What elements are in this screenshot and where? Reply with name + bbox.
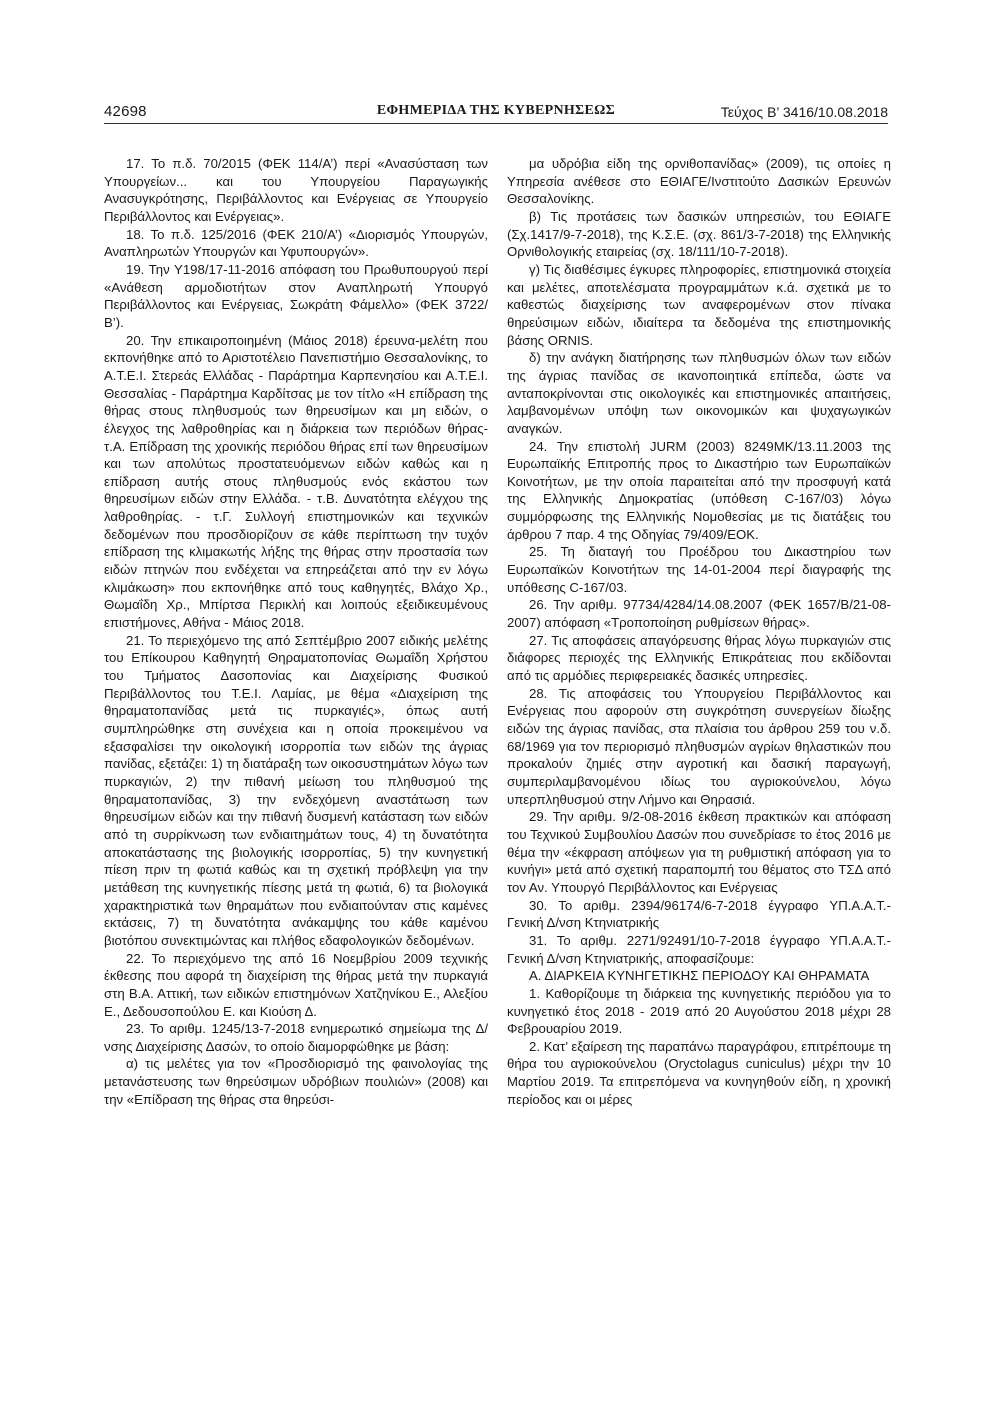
paragraph: 29. Την αριθμ. 9/2-08-2016 έκθεση πρακτικών και απόφαση του Τεχνικού Συμβουλίου Δασών που συνεδρίασε το έτος 2016 με θέμα την «έκφραση απόψεων για τη ρυθμιστική απόφαση για το κυνήγι» μετά από σχετική παραπομπή του θέματος στο ΤΣΔ από τον Αν. Υπουργό Περιβάλλοντος και Ενέργειας — [507, 809, 891, 895]
paragraph: 2. Κατ’ εξαίρεση της παραπάνω παραγράφου, επιτρέπουμε τη θήρα του αγριοκούνελου (Oryctolagus cuniculus) μέχρι την 10 Μαρτίου 2019. Τα επιτρεπόμενα να κυνηγηθούν είδη, η χρονική περίοδος και οι μέρες — [507, 1038, 891, 1107]
right-column — [507, 155, 891, 1108]
gazette-title: ΕΦΗΜΕΡΙΔΑ ΤΗΣ ΚΥΒΕΡΝΗΣΕΩΣ — [376, 103, 616, 118]
paragraph: 28. Τις αποφάσεις του Υπουργείου Περιβάλλοντος και Ενέργειας που αφορούν στη συγκρότηση συνεργείων δίωξης ειδών της άγριας πανίδας, στα πλαίσια του άρθρου 259 του ν.δ. 68/1969 για τον περιορισμό πληθυσμών αγρίων θηλαστικών που προκαλούν ζημιές στην αγροτική και δασική παραγωγή, συμπεριλαμβανομένου ιδίως του αγριοκούνελου, λόγω υπερπληθυσμού στην Λήμνο και Θηρασιά. — [507, 685, 891, 807]
paragraph: 24. Την επιστολή JURM (2003) 8249MK/13.11.2003 της Ευρωπαϊκής Επιτροπής προς το Δικαστήριο των Ευρωπαϊκών Κοινοτήτων, με την οποία παραιτείται από την προσφυγή κατά της Ελληνικής Δημοκρατίας (υπόθεση C-167/03) λόγω συμμόρφωσης της Ελληνικής Νομοθεσίας με τις διατάξεις του άρθρου 7 παρ. 4 της Οδηγίας 79/409/ΕΟΚ. — [507, 438, 891, 542]
paragraph: 1. Καθορίζουμε τη διάρκεια της κυνηγετικής περιόδου για το κυνηγετικό έτος 2018 - 2019 από 20 Αυγούστου 2018 μέχρι 28 Φεβρουαρίου 2019. — [507, 985, 891, 1037]
paragraph: μα υδρόβια είδη της ορνιθοπανίδας» (2009), τις οποίες η Υπηρεσία ανέθεσε στο ΕΘΙΑΓΕ/Ινστιτούτο Δασικών Ερευνών Θεσσαλονίκης. — [507, 156, 891, 207]
page-header — [104, 98, 888, 120]
paragraph: 31. Το αριθμ. 2271/92491/10-7-2018 έγγραφο ΥΠ.Α.Α.Τ.- Γενική Δ/νση Κτηνιατρικής, αποφασίζουμε: — [507, 932, 891, 966]
paragraph: 20. Την επικαιροποιημένη (Μάιος 2018) έρευνα-μελέτη που εκπονήθηκε από το Αριστοτέλειο Πανεπιστήμιο Θεσσαλονίκης, το Α.Τ.Ε.Ι. Στερεάς Ελλάδας - Παράρτημα Καρπενησίου και Α.Τ.Ε.Ι. Θεσσαλίας - Παράρτημα Καρδίτσας με τον τίτλο «Η επίδραση της θήρας στους πληθυσμούς των θηρευσίμων και μη ειδών, ο έλεγχος της λαθροθηρίας και η διάρκεια των περιόδων θήρας- τ.Α. Επίδραση της χρονικής περιόδου θήρας επί των θηρευσίμων και των απολύτως προστατευόμενων ειδών καθώς και η επίδραση αυτής στους πληθυσμούς ενός εκάστου των θηρευσίμων ειδών στην Ελλάδα. - τ.Β. Δυνατότητα ελέγχου της λαθροθηρίας. - τ.Γ. Συλλογή επιστημονικών και τεχνικών δεδομένων που προσδιορίζουν σε κάθε περίπτωση την τυχόν επίδραση της κλιμακωτής λήξης της θήρας στην προστασία των ειδών πτηνών που ενδέχεται να επηρεάζεται από την εν λόγω κλιμάκωση» που εκπονήθηκε από τους καθηγητές, Βλάχο Χρ., Θωμαΐδη Χρ., Μπίρτσα Περικλή και λοιπούς εξειδικευμένους επιστήμονες, Αθήνα - Μάιος 2018. — [104, 332, 488, 631]
paragraph: α) τις μελέτες για τον «Προσδιορισμό της φαινολογίας της μετανάστευσης των θηρεύσιμων υδρόβιων πουλιών» (2008) και την «Επίδραση της θήρας στα θηρεύσι- — [104, 1056, 488, 1107]
paragraph: 27. Τις αποφάσεις απαγόρευσης θήρας λόγω πυρκαγιών στις διάφορες περιοχές της Ελληνικής Επικράτειας που εκδίδονται από τις αρμόδιες περιφερειακές δασικές υπηρεσίες. — [507, 632, 891, 684]
paragraph: 26. Την αριθμ. 97734/4284/14.08.2007 (ΦΕΚ 1657/Β/21-08-2007) απόφαση «Τροποποίηση ρυθμίσεων θήρας». — [507, 597, 891, 631]
paragraph: 21. Το περιεχόμενο της από Σεπτέμβριο 2007 ειδικής μελέτης του Επίκουρου Καθηγητή Θηραματοπονίας Θωμαΐδη Χρήστου του Τμήματος Δασοπονίας και Διαχείρισης Φυσικού Περιβάλλοντος του Τ.Ε.Ι. Λαμίας, με θέμα «Διαχείριση της θηραματοπανίδας μετά τις πυρκαγιές», όπως αυτή συμπληρώθηκε στη συνέχεια και η οποία προκειμένου να εξασφαλίσει την οικολογική ισορροπία των ειδών της άγριας πανίδας, εξετάζει: 1) τη διατάραξη των οικοσυστημάτων λόγω των πυρκαγιών, 2) την πιθανή μείωση του πληθυσμού της θηραματοπανίδας, 3) την ενδεχόμενη αναστάτωση των θηρευσίμων ειδών και την πιθανή δυσμενή κατάσταση των ειδών από τη συρρίκνωση των ενδιαιτημάτων τους, 4) τη δυνατότητα αποκατάστασης της βιολογικής ισορροπίας, 5) την κυνηγετική πίεση πριν τη φωτιά καθώς και τη σχετική πρόβλεψη για την μετάθεση της κυνηγετικής πίεσης μετά τη φωτιά, 6) τα βιολογικά χαρακτηριστικά των θηραμάτων που ενδιαιτούνταν στις καμένες εκτάσεις, 7) τη δυνατότητα ανάκαμψης του κάθε καμένου βιοτόπου συνεκτιμώντας και πλήθος εδαφολογικών δεδομένων. — [104, 632, 488, 948]
page-number: 42698 — [104, 103, 147, 120]
paragraph: 18. Το π.δ. 125/2016 (ΦΕΚ 210/Α’) «Διορισμός Υπουργών, Αναπληρωτών Υπουργών και Υφυπουργών». — [104, 226, 488, 260]
paragraph: 23. Το αριθμ. 1245/13-7-2018 ενημερωτικό σημείωμα της Δ/νσης Διαχείρισης Δασών, το οποίο διαμορφώθηκε με βάση: — [104, 1021, 488, 1054]
paragraph: Α. ΔΙΑΡΚΕΙΑ ΚΥΝΗΓΕΤΙΚΗΣ ΠΕΡΙΟΔΟΥ ΚΑΙ ΘΗΡΑΜΑΤΑ — [529, 968, 870, 984]
paragraph: γ) Τις διαθέσιμες έγκυρες πληροφορίες, επιστημονικά στοιχεία και μελέτες, αποτελέσματα προγραμμάτων κ.ά. σχετικά με το καθεστώς διαχείρισης των αναφερομένων στον πίνακα θηρεύσιμων ειδών, ιδιαίτερα τα δεδομένα της επιστημονικής βάσης ORNIS. — [507, 261, 891, 348]
header-divider — [104, 123, 888, 124]
paragraph: 25. Τη διαταγή του Προέδρου του Δικαστηρίου των Ευρωπαϊκών Κοινοτήτων της 14-01-2004 περί διαγραφής της υπόθεσης C-167/03. — [507, 544, 891, 595]
paragraph: 22. Το περιεχόμενο της από 16 Νοεμβρίου 2009 τεχνικής έκθεσης που αφορά τη διαχείριση της θήρας μετά την πυρκαγιά στη Β.Α. Αττική, των ειδικών επιστημόνων Χατζηνίκου Ε., Αλεξίου Ε., Δεδουσοπούλου Ε. και Κιούση Δ. — [104, 950, 488, 1019]
left-column — [104, 155, 488, 1108]
paragraph: δ) την ανάγκη διατήρησης των πληθυσμών όλων των ειδών της άγριας πανίδας σε ικανοποιητικά επίπεδα, ώστε να ανταποκρίνονται στις οικολογικές και επιστημονικές απαιτήσεις, λαμβανομένων υπόψη των οικονομικών και ψυχαγωγικών αναγκών. — [507, 350, 891, 436]
paragraph: 30. Το αριθμ. 2394/96174/6-7-2018 έγγραφο ΥΠ.Α.Α.Τ.- Γενική Δ/νση Κτηνιατρικής — [507, 897, 891, 931]
issue-reference: Τεύχος Β’ 3416/10.08.2018 — [720, 104, 888, 120]
paragraph: β) Τις προτάσεις των δασικών υπηρεσιών, του ΕΘΙΑΓΕ (Σχ.1417/9-7-2018), της Κ.Σ.Ε. (σχ. 861/3-7-2018) της Ελληνικής Ορνιθολογικής εταιρείας (σχ. 18/111/10-7-2018). — [507, 208, 891, 260]
paragraph: 19. Την Υ198/17-11-2016 απόφαση του Πρωθυπουργού περί «Ανάθεση αρμοδιοτήτων στον Αναπληρωτή Υπουργό Περιβάλλοντος και Ενέργειας, Σωκράτη Φάμελλο» (ΦΕΚ 3722/Β’). — [104, 261, 488, 330]
paragraph: 17. Το π.δ. 70/2015 (ΦΕΚ 114/Α’) περί «Ανασύσταση των Υπουργείων... και του Υπουργείου Παραγωγικής Ανασυγκρότησης, Περιβάλλοντος και Ενέργειας σε Υπουργείο Περιβάλλοντος και Ενέργειας». — [104, 156, 488, 224]
